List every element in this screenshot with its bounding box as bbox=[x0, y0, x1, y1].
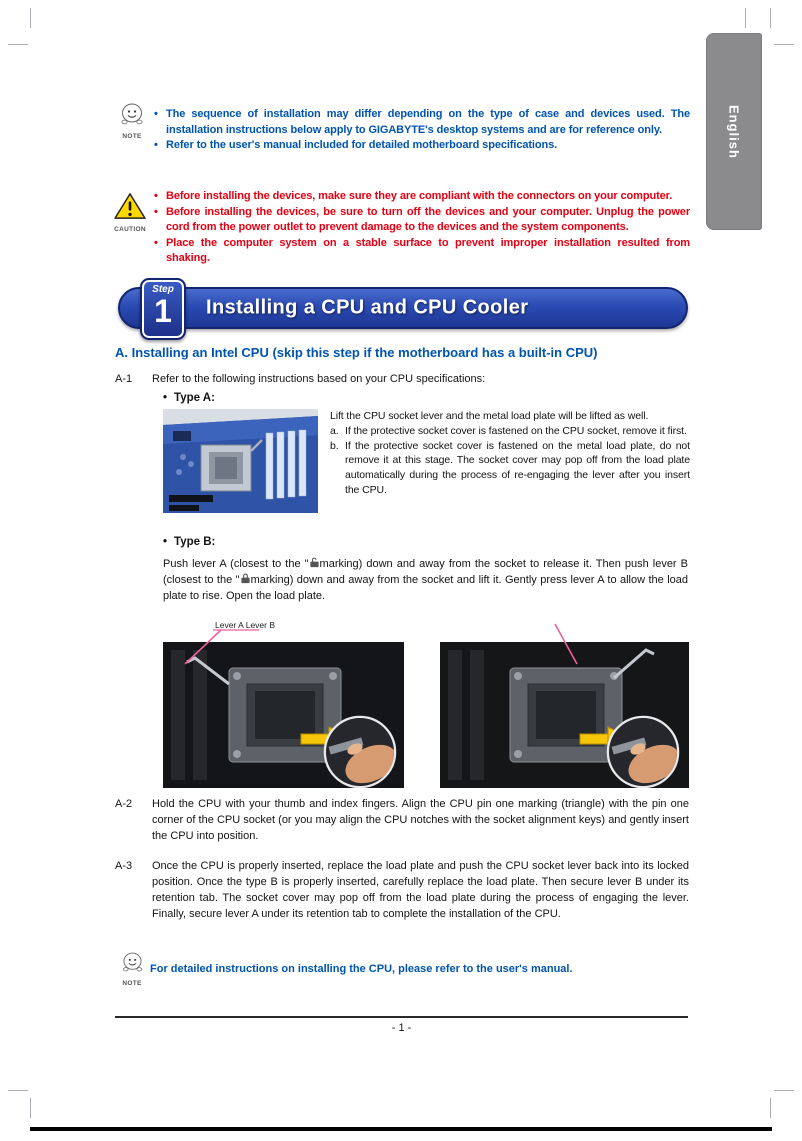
instruction-label: A-2 bbox=[115, 798, 133, 810]
lever-annotation-label: Lever A Lever B bbox=[215, 620, 276, 630]
type-a-instructions bbox=[330, 409, 690, 498]
language-tab-label: English bbox=[726, 104, 742, 159]
list-label: a. bbox=[330, 424, 339, 437]
instruction-text: Hold the CPU with your thumb and index fingers. Align the CPU pin one marking (triangle) with the pin one corner of the CPU socket (or you may align the CPU notches with the socket alignment keys) and gently insert the CPU into position. bbox=[152, 798, 689, 842]
cpu-socket-photo-lever-b bbox=[440, 642, 689, 788]
page-number: - 1 - bbox=[391, 1022, 412, 1034]
note-icon-label: NOTE bbox=[122, 133, 142, 140]
footnote: For detailed instructions on installing the CPU, please refer to the user's manual. bbox=[150, 963, 573, 975]
caution-icon bbox=[112, 192, 148, 233]
caution-bullet-text: Place the computer system on a stable surface to prevent improper installation resulted from shaking. bbox=[166, 236, 690, 264]
note-face-icon bbox=[119, 952, 146, 974]
crop-mark bbox=[770, 1098, 771, 1118]
note-face-icon bbox=[117, 103, 147, 127]
motherboard-photo bbox=[163, 409, 318, 513]
type-a-label: Type A: bbox=[174, 392, 215, 404]
note-icon-label: NOTE bbox=[122, 980, 142, 987]
caution-bullet bbox=[152, 236, 690, 267]
socket-photo bbox=[440, 642, 689, 788]
step-badge bbox=[140, 278, 186, 340]
caution-bullet bbox=[152, 205, 690, 236]
step-badge-label: Step bbox=[152, 284, 174, 295]
type-a-step bbox=[330, 439, 690, 498]
footer-rule bbox=[115, 1016, 688, 1018]
instruction-a2 bbox=[115, 796, 689, 844]
caution-bullet bbox=[152, 189, 690, 205]
unlock-icon bbox=[309, 557, 320, 568]
crop-mark bbox=[30, 8, 31, 28]
lock-icon bbox=[240, 573, 251, 584]
type-b-label: Type B: bbox=[174, 536, 216, 548]
instruction-text: Refer to the following instructions based on your CPU specifications: bbox=[152, 373, 486, 385]
caution-section bbox=[152, 189, 690, 267]
bottom-print-bar bbox=[30, 1127, 772, 1131]
type-b-instructions bbox=[163, 556, 688, 604]
bullet-marker: • bbox=[154, 205, 158, 218]
type-b-text-part3: marking) down and away from the socket and lift it. Gently press lever A to allow the load plate to rise. Open the load plate. bbox=[163, 574, 689, 602]
type-a-heading bbox=[163, 392, 215, 404]
instruction-label: A-3 bbox=[115, 860, 133, 872]
cpu-socket-photo-type-a bbox=[163, 409, 318, 518]
note-bullet-text: Refer to the user's manual included for detailed motherboard specifications. bbox=[166, 139, 558, 151]
language-tab-english bbox=[706, 33, 762, 230]
step-badge-number: 1 bbox=[154, 293, 172, 329]
list-text: If the protective socket cover is fastened on the CPU socket, remove it first. bbox=[345, 424, 687, 437]
crop-mark bbox=[30, 1098, 31, 1118]
instruction-label: A-1 bbox=[115, 373, 133, 385]
crop-mark bbox=[8, 44, 28, 45]
bullet-marker: • bbox=[154, 108, 158, 120]
bullet-marker: • bbox=[163, 536, 168, 548]
type-b-heading bbox=[163, 536, 215, 548]
bullet-marker: • bbox=[154, 236, 158, 249]
lever-figure bbox=[163, 618, 690, 790]
step-banner bbox=[118, 284, 688, 329]
crop-mark bbox=[8, 1090, 28, 1091]
instruction-a3 bbox=[115, 858, 689, 922]
instruction-a1 bbox=[115, 371, 689, 387]
type-b-text-part1: Push lever A (closest to the " bbox=[163, 558, 309, 570]
crop-mark bbox=[770, 8, 771, 28]
list-label: b. bbox=[330, 439, 339, 452]
note-icon bbox=[114, 952, 150, 987]
caution-icon-label: CAUTION bbox=[114, 226, 146, 233]
type-a-step bbox=[330, 424, 690, 439]
caution-bullet-text: Before installing the devices, be sure to turn off the devices and your computer. Unplug the power cord from the power outlet to prevent damage to the devices and the system components. bbox=[166, 205, 690, 233]
note-bullet bbox=[152, 138, 690, 154]
socket-photo bbox=[163, 642, 404, 788]
note-bullet-text: The sequence of installation may differ depending on the type of case and devices used. The installation instructions below apply to GIGABYTE's desktop systems and are for reference only. bbox=[166, 108, 690, 136]
instruction-text: Once the CPU is properly inserted, replace the load plate and push the CPU socket lever back into its locked position. Once the type B is properly inserted, carefully replace the load plate. Then secure lever B under its retention tab. The socket cover may pop off from the load plate during the process of engaging the lever. Finally, secure lever A under its retention tab to complete the installation of the CPU. bbox=[152, 860, 689, 920]
section-heading: A. Installing an Intel CPU (skip this step if the motherboard has a built-in CPU) bbox=[115, 345, 598, 360]
type-b-text-part2: marking) down and away from the socket to release it. Then push lever B (closest to the " bbox=[163, 558, 688, 586]
type-a-intro: Lift the CPU socket lever and the metal load plate will be lifted as well. bbox=[330, 410, 649, 422]
cpu-socket-photo-lever-a bbox=[163, 642, 404, 788]
crop-mark bbox=[745, 8, 746, 28]
note-section bbox=[152, 107, 690, 154]
bullet-marker: • bbox=[154, 139, 158, 151]
bullet-marker: • bbox=[154, 190, 158, 202]
note-bullet bbox=[152, 107, 690, 138]
bullet-marker: • bbox=[163, 392, 168, 404]
note-icon bbox=[114, 103, 150, 140]
crop-mark bbox=[774, 1090, 794, 1091]
step-title: Installing a CPU and CPU Cooler bbox=[206, 296, 529, 319]
list-text: If the protective socket cover is fastened on the metal load plate, do not remove it at this stage. The socket cover may pop off from the load plate automatically during the process of re-engaging the lever after you insert the CPU. bbox=[345, 439, 690, 496]
warning-triangle-icon bbox=[113, 192, 147, 220]
crop-mark bbox=[774, 44, 794, 45]
caution-bullet-text: Before installing the devices, make sure they are compliant with the connectors on your computer. bbox=[166, 190, 673, 202]
